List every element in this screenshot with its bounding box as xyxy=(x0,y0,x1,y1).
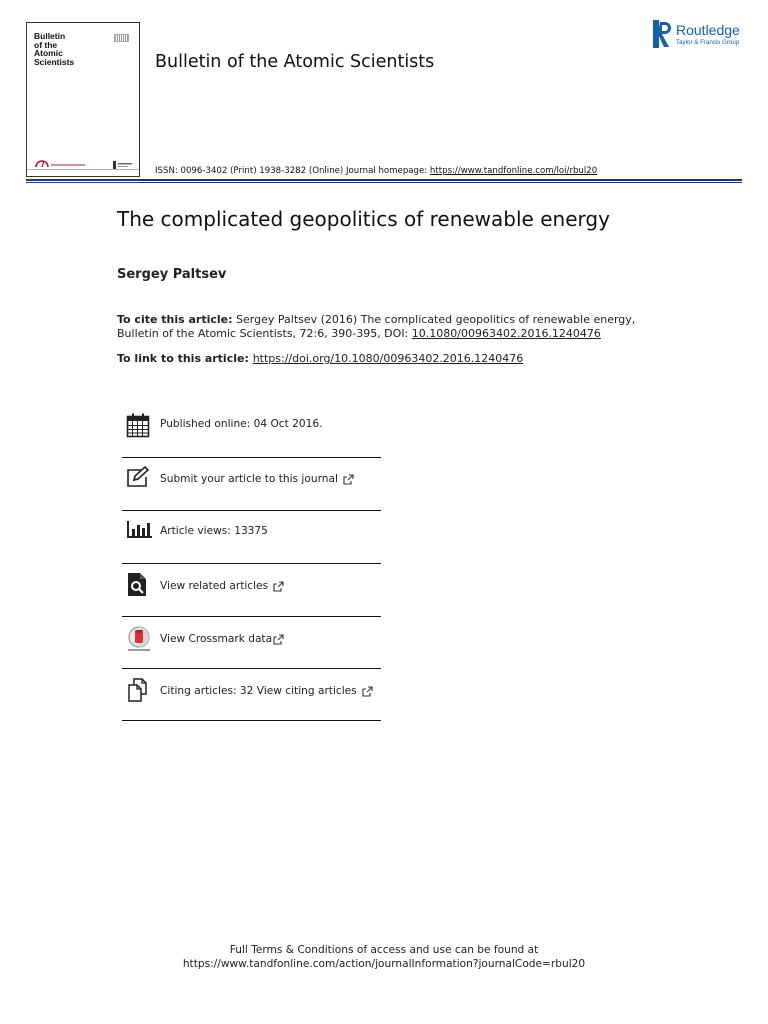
issn-text: ISSN: 0096-3402 (Print) 1938-3282 (Online) Journal homepage: xyxy=(155,166,430,176)
publisher-name: Routledge xyxy=(676,22,740,38)
edit-icon xyxy=(126,466,151,488)
footer-terms-url[interactable]: https://www.tandfonline.com/action/journalInformation?journalCode=rbul20 xyxy=(182,958,586,970)
info-label: View related articles xyxy=(160,580,269,592)
info-item-views xyxy=(122,511,381,563)
citation xyxy=(117,313,677,341)
cover-divider xyxy=(27,169,139,170)
info-item-submit[interactable] xyxy=(122,458,381,510)
cover-barcode-icon xyxy=(114,34,129,42)
routledge-r-icon xyxy=(653,20,673,48)
article-link-row xyxy=(117,352,523,365)
info-text-related xyxy=(160,580,284,592)
bar-chart-icon xyxy=(126,519,153,539)
external-link-icon xyxy=(343,474,354,485)
info-item-published xyxy=(122,400,381,452)
doomsday-clock-icon xyxy=(34,156,50,168)
routledge-mini-logo-icon xyxy=(113,161,133,169)
article-title: The complicated geopolitics of renewable energy xyxy=(117,207,610,231)
crossmark-icon xyxy=(126,626,152,653)
info-item-crossmark[interactable] xyxy=(122,617,381,669)
cite-doi-link[interactable]: 10.1080/00963402.2016.1240476 xyxy=(411,327,601,340)
cover-tagline-mark xyxy=(51,164,85,166)
info-label: Published online: 04 Oct 2016. xyxy=(160,418,323,430)
cite-text: Sergey Paltsev (2016) The complicated geopolitics of renewable energy, Bulletin of the Atomic Scientists, 72:6, 390-395, DOI: xyxy=(117,313,636,340)
header-rule-thin xyxy=(26,182,742,183)
journal-name: Bulletin of the Atomic Scientists xyxy=(155,52,435,72)
external-link-icon xyxy=(273,581,284,592)
citing-articles-icon xyxy=(126,678,152,702)
info-text-crossmark xyxy=(160,633,284,645)
search-document-icon xyxy=(126,572,148,597)
calendar-icon xyxy=(126,413,150,438)
info-text-submit xyxy=(160,473,354,485)
link-label: To link to this article: xyxy=(117,352,253,365)
info-item-related[interactable] xyxy=(122,564,381,616)
info-text-citing xyxy=(160,685,373,697)
info-text-views xyxy=(160,525,268,537)
article-doi-link[interactable]: https://doi.org/10.1080/00963402.2016.1240476 xyxy=(252,352,524,365)
footer xyxy=(0,943,768,971)
issn-line xyxy=(155,166,597,176)
footer-terms: Full Terms & Conditions of access and use can be found at xyxy=(229,944,539,956)
info-divider xyxy=(122,720,381,721)
info-text-published xyxy=(160,418,322,430)
info-item-citing[interactable] xyxy=(122,669,381,721)
journal-cover-thumbnail xyxy=(26,22,140,177)
info-label: Article views: 13375 xyxy=(160,525,268,537)
publisher-group: Taylor & Francis Group xyxy=(676,39,740,46)
cover-title: Bulletin of the Atomic Scientists xyxy=(34,31,75,67)
info-label: Citing articles: 32 View citing articles xyxy=(160,685,357,697)
journal-homepage-link[interactable]: https://www.tandfonline.com/loi/rbul20 xyxy=(429,166,598,176)
external-link-icon xyxy=(273,634,284,645)
routledge-logo xyxy=(653,20,748,50)
header-rule xyxy=(26,179,742,181)
cite-label: To cite this article: xyxy=(117,313,233,326)
info-label: Submit your article to this journal xyxy=(160,473,338,485)
info-label: View Crossmark data xyxy=(160,633,273,645)
external-link-icon xyxy=(362,686,373,697)
author-name: Sergey Paltsev xyxy=(117,267,227,282)
